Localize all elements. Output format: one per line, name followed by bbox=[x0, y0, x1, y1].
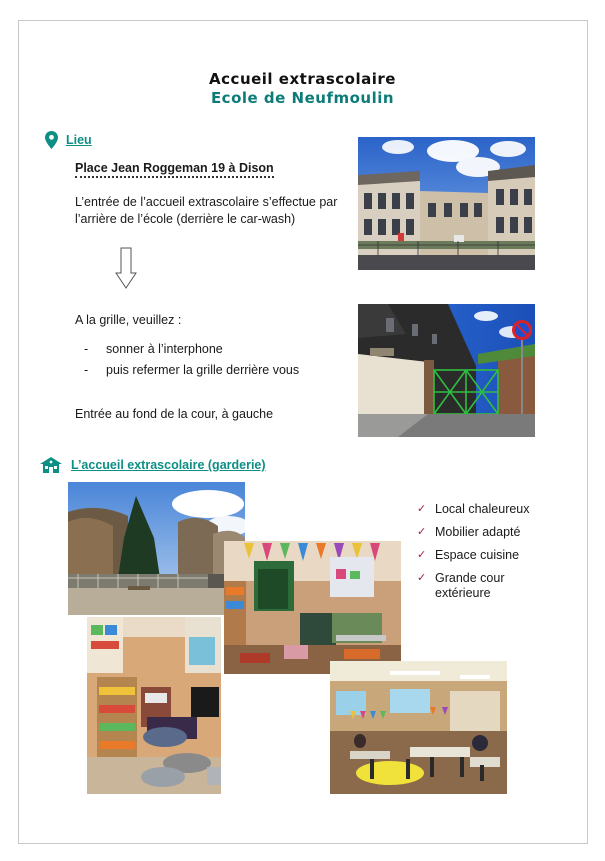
list-item: ✓ Espace cuisine bbox=[417, 548, 520, 562]
features-list bbox=[417, 502, 530, 609]
school-building-photo bbox=[358, 137, 535, 270]
dining-hall-photo bbox=[330, 661, 507, 794]
school-building-icon bbox=[39, 456, 63, 474]
section-garderie-heading bbox=[39, 456, 266, 474]
page-subtitle: Ecole de Neufmoulin bbox=[210, 89, 395, 107]
section-garderie-label: L’accueil extrascolaire (garderie) bbox=[71, 458, 266, 472]
down-arrow-icon bbox=[115, 247, 137, 289]
address-line bbox=[75, 160, 274, 177]
entry-instructions bbox=[75, 194, 337, 228]
list-item: - puis refermer la grille derrière vous bbox=[84, 363, 300, 377]
checkmark-icon: ✓ bbox=[417, 526, 427, 538]
list-item: ✓ Grande cour extérieure bbox=[417, 571, 505, 600]
checkmark-icon: ✓ bbox=[417, 503, 427, 515]
entry-text-line-1: L’entrée de l’accueil extrascolaire s’effectue par bbox=[75, 195, 338, 209]
list-item: - sonner à l’interphone bbox=[84, 342, 223, 356]
gate-steps-list bbox=[84, 342, 299, 384]
checkmark-icon: ✓ bbox=[417, 549, 427, 561]
address: Place Jean Roggeman 19 à Dison bbox=[75, 161, 274, 178]
kitchen-corner-photo bbox=[87, 617, 221, 794]
checkmark-icon: ✓ bbox=[417, 572, 427, 584]
entrance-note: Entrée au fond de la cour, à gauche bbox=[75, 407, 274, 421]
entry-text-line-2: l’arrière de l’école (derrière le car-wash) bbox=[75, 212, 296, 226]
green-gate-photo bbox=[358, 304, 535, 437]
list-item: ✓ Local chaleureux bbox=[417, 502, 530, 516]
indoor-room-photo bbox=[224, 541, 401, 674]
section-lieu-heading bbox=[45, 131, 92, 149]
map-pin-icon bbox=[45, 131, 58, 149]
courtyard-photo bbox=[68, 482, 245, 615]
gate-intro: A la grille, veuillez : bbox=[75, 313, 182, 327]
section-lieu-label: Lieu bbox=[66, 133, 92, 147]
list-item: ✓ Mobilier adapté bbox=[417, 525, 521, 539]
page-title: Accueil extrascolaire bbox=[209, 70, 396, 88]
